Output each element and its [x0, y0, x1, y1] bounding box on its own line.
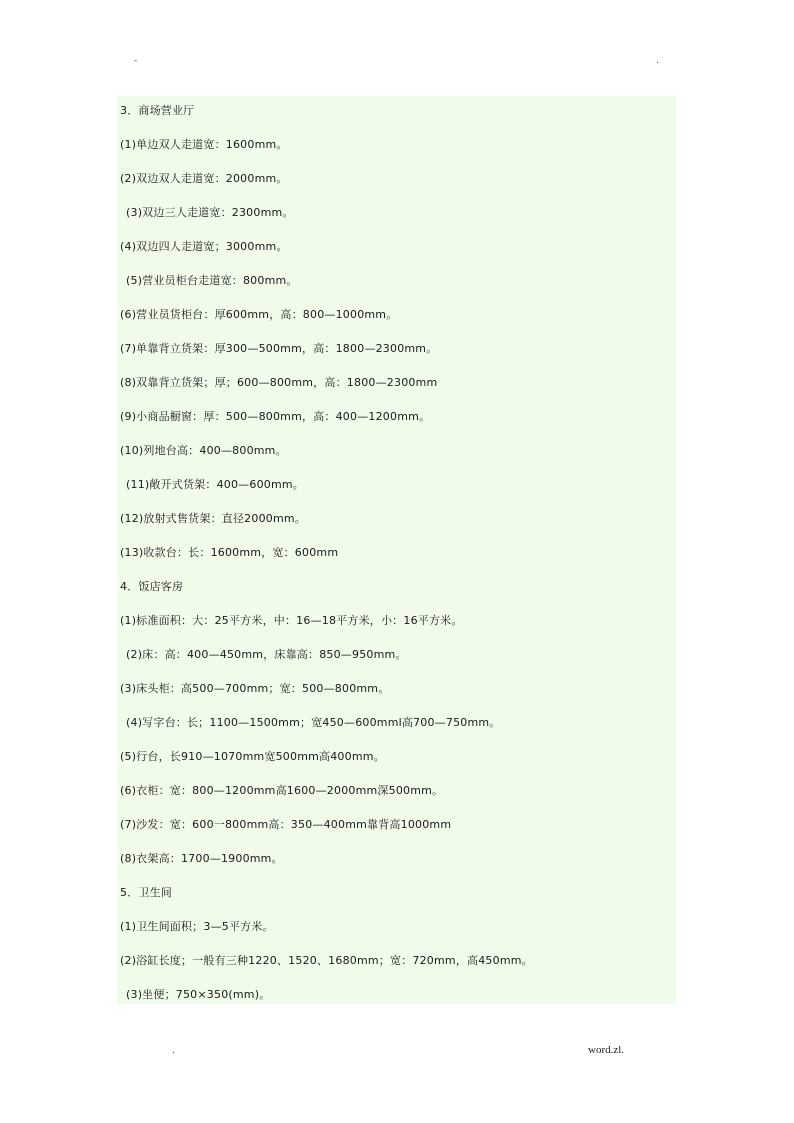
footer-left-mark: .	[172, 1046, 175, 1056]
list-item: (9)小商品橱窗：厚：500—800mm，高：400—1200mm。	[120, 410, 431, 423]
list-item: (3)双边三人走道宽：2300mm。	[126, 206, 294, 219]
list-item: (8)衣架高：1700—1900mm。	[120, 852, 283, 865]
list-item: (1)卫生间面积；3—5平方米。	[120, 920, 274, 933]
list-item: (5)营业员柜台走道宽：800mm。	[126, 274, 298, 287]
list-item: (3)床头柜：高500—700mm；宽：500—800mm。	[120, 682, 390, 695]
section-heading-mall: 3．商场营业厅	[120, 104, 195, 117]
list-item: (2)双边双人走道宽：2000mm。	[120, 172, 288, 185]
list-item: (1)标准面积：大：25平方米，中：16—18平方米，小：16平方米。	[120, 614, 463, 627]
section-heading-hotel: 4．饭店客房	[120, 580, 184, 593]
list-item: (6)营业员货柜台：厚600mm，高：800—1000mm。	[120, 308, 398, 321]
list-item: (2)浴缸长度；一般有三种1220、1520、1680mm；宽：720mm，高450mm。	[120, 954, 533, 967]
list-item: (1)单边双人走道宽：1600mm。	[120, 138, 288, 151]
list-item: (4)双边四人走道宽；3000mm。	[120, 240, 288, 253]
header-left-mark: -	[134, 56, 138, 66]
list-item: (6)衣柜：宽：800—1200mm高1600—2000mm深500mm。	[120, 784, 444, 797]
list-item: (10)列地台高：400—800mm。	[120, 444, 287, 457]
list-item: (13)收款台：长：1600mm，宽：600mm	[120, 546, 339, 559]
list-item: (7)沙发：宽：600一800mm高：350—400mm靠背高1000mm	[120, 818, 452, 831]
list-item: (4)写字台：长；1100—1500mm；宽450—600mml高700—750mm。	[126, 716, 501, 729]
header-right-mark: .	[656, 56, 659, 66]
document-content	[117, 96, 676, 1004]
section-heading-bathroom: 5．卫生间	[120, 886, 172, 899]
footer-source-text: word.zl.	[588, 1044, 625, 1056]
list-item: (2)床：高：400—450mm，床靠高：850—950mm。	[126, 648, 407, 661]
list-item: (3)坐便；750×350(mm)。	[126, 988, 271, 1001]
list-item: (11)敞开式货架：400—600mm。	[126, 478, 305, 491]
list-item: (7)单靠背立货架：厚300—500mm，高：1800—2300mm。	[120, 342, 438, 355]
list-item: (8)双靠背立货架；厚；600—800mm，高：1800—2300mm	[120, 376, 438, 389]
list-item: (12)放射式售货架：直径2000mm。	[120, 512, 307, 525]
list-item: (5)行台，长910—1070mm宽500mm高400mm。	[120, 750, 385, 763]
